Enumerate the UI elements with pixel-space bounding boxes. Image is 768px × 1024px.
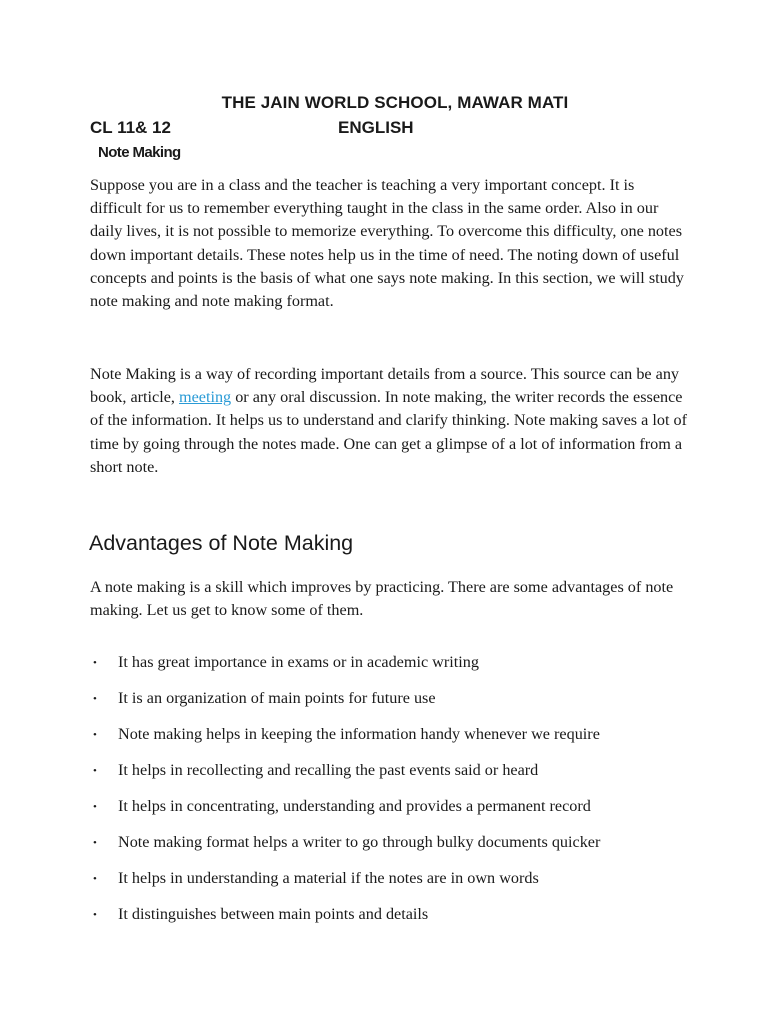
advantages-heading: Advantages of Note Making xyxy=(89,531,354,555)
bullet-icon: • xyxy=(93,873,97,885)
bullet-icon: • xyxy=(93,909,97,921)
topic-title: Note Making xyxy=(98,144,181,161)
definition-text-before-link: Note Making is a way of recording important details from a source. This source can be any book, article, xyxy=(90,365,680,407)
list-item xyxy=(0,794,768,830)
class-label: CL 11& 12 xyxy=(90,118,171,137)
subject-label: ENGLISH xyxy=(338,118,414,137)
list-item xyxy=(0,686,768,722)
list-item xyxy=(0,650,768,686)
bullet-icon: • xyxy=(93,765,97,777)
intro-paragraph: Suppose you are in a class and the teacher is teaching a very important concept. It is difficult for us to remember everything taught in the class in the same order. Also in our daily lives, it is not possible to memorize everything. To overcome this difficulty, one notes down important details. These notes help us in the time of need. The noting down of useful concepts and points is the basis of what one says note making. In this section, we will study note making and note making format. xyxy=(90,176,684,311)
bullet-icon: • xyxy=(93,693,97,705)
list-item xyxy=(0,722,768,758)
list-item xyxy=(0,902,768,938)
list-item-text: It distinguishes between main points and details xyxy=(118,905,429,923)
list-item-text: It helps in concentrating, understanding and provides a permanent record xyxy=(118,797,591,815)
definition-paragraph xyxy=(90,363,690,479)
school-title: THE JAIN WORLD SCHOOL, MAWAR MATI xyxy=(221,93,569,112)
bullet-icon: • xyxy=(93,729,97,741)
list-item-text: It is an organization of main points for future use xyxy=(118,689,436,707)
list-item-text: Note making format helps a writer to go through bulky documents quicker xyxy=(118,833,601,851)
list-item xyxy=(0,758,768,794)
list-item-text: It has great importance in exams or in academic writing xyxy=(118,653,479,671)
advantages-list xyxy=(0,650,768,938)
bullet-icon: • xyxy=(93,801,97,813)
bullet-icon: • xyxy=(93,657,97,669)
definition-text-after-link: or any oral discussion. In note making, the writer records the essence of the information. It helps us to understand and clarify thinking. Note making saves a lot of time by going through the notes made. One can get a glimpse of a lot of information from a short note. xyxy=(90,388,688,476)
list-item-text: It helps in recollecting and recalling the past events said or heard xyxy=(118,761,539,779)
list-item xyxy=(0,830,768,866)
list-item xyxy=(0,866,768,902)
advantages-intro-paragraph: A note making is a skill which improves by practicing. There are some advantages of note making. Let us get to know some of them. xyxy=(90,578,674,620)
list-item-text: It helps in understanding a material if the notes are in own words xyxy=(118,869,539,887)
list-item-text: Note making helps in keeping the information handy whenever we require xyxy=(118,725,600,743)
bullet-icon: • xyxy=(93,837,97,849)
meeting-link[interactable]: meeting xyxy=(179,388,232,407)
